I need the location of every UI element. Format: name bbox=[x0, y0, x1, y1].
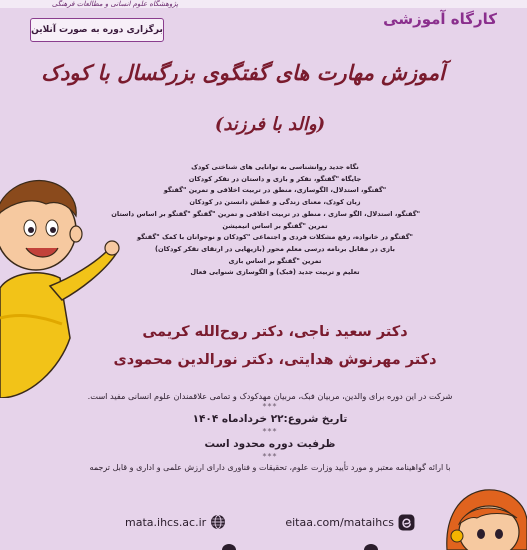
footer-links bbox=[125, 514, 415, 532]
topic-item: "گفتگو در خانواده، رفع مشکلات فردی و اجتماعی "کودکان و نوجوانان با کمک "گفتگو bbox=[137, 233, 413, 242]
topic-item: جایگاه "گفتگو، تفکر و بازی و داستان در تفکر کودکان bbox=[188, 174, 362, 183]
start-date: تاریخ شروع:۲۲ خردادماه ۱۴۰۴ bbox=[192, 413, 348, 425]
bottom-icons-row bbox=[220, 544, 380, 550]
audience-text: شرکت در این دوره برای والدین، مربیان فبک، مربیان مهدکودک و تمامی علاقمندان علوم انسانی مفید است. bbox=[87, 391, 453, 401]
globe-icon bbox=[210, 514, 226, 530]
phone-icon bbox=[222, 544, 236, 550]
topic-item: تمرین "گفتگو بر اساس بازی bbox=[228, 256, 322, 265]
teachers bbox=[110, 318, 440, 374]
eitaa-icon bbox=[398, 514, 415, 531]
main-title: آموزش مهارت های گفتگوی بزرگسال با کودک bbox=[41, 60, 445, 85]
separator: *** bbox=[262, 427, 278, 436]
certificate-note: با ارائه گواهینامه معتبر و مورد تأیید وزارت علوم، تحقیقات و فناوری دارای ارزش علمی و اداری و قابل ترجمه bbox=[89, 463, 451, 472]
topic-item: تمرین "گفتگو بر اساس انیمیشن bbox=[222, 221, 328, 230]
capacity-note: ظرفیت دوره محدود است bbox=[204, 438, 336, 450]
topic-item: تعلیم و تربیت جدید (فبک) و الگوسازی شنوایی فعال bbox=[190, 268, 360, 277]
girl-illustration bbox=[437, 480, 527, 550]
topic-item: بازی در مقابل برنامه درسی معلم محور (بازیهایی در ارتقای تفکر کودکان) bbox=[155, 244, 395, 253]
teachers-line-2: دکتر مهرنوش هدایتی، دکتر نورالدین محمودی bbox=[113, 352, 437, 368]
topic-item: "گفتگو، استدلال، الگوسازی، منطق در تربیت اخلاقی و تمرین "گفتگو bbox=[163, 186, 387, 195]
topic-item: زبان کودک، معنای زندگی و عطش دانستن در کودکان bbox=[189, 198, 361, 207]
topics-list bbox=[111, 162, 420, 279]
topic-item: نگاه جدید روانشناسی به توانایی های شناختی کودک bbox=[191, 163, 359, 171]
boy-illustration bbox=[0, 168, 120, 398]
eitaa-link[interactable] bbox=[285, 514, 415, 531]
course-info bbox=[60, 390, 480, 474]
teachers-line-1: دکتر سعید ناجی، دکتر روح‌الله کریمی bbox=[142, 324, 408, 340]
online-badge-label: برگزاری دوره به صورت آنلاین bbox=[31, 25, 163, 35]
website-link[interactable] bbox=[125, 514, 226, 530]
website-url[interactable]: mata.ihcs.ac.ir bbox=[125, 515, 207, 529]
sub-title: (والد با فرزند) bbox=[214, 114, 326, 135]
eitaa-url[interactable]: eitaa.com/mataihcs bbox=[285, 516, 394, 529]
location-icon bbox=[364, 544, 378, 550]
separator: *** bbox=[262, 402, 278, 411]
workshop-label: کارگاه آموزشی bbox=[383, 10, 497, 28]
separator: *** bbox=[262, 452, 278, 461]
online-badge bbox=[30, 18, 164, 42]
institute-line: پژوهشگاه علوم انسانی و مطالعات فرهنگی bbox=[51, 0, 179, 8]
topic-item: "گفتگو، استدلال، الگو سازی ، منطق در تربیت اخلاقی و تمرین "گفتگو "گفتگو بر اساس داستان bbox=[111, 209, 420, 218]
